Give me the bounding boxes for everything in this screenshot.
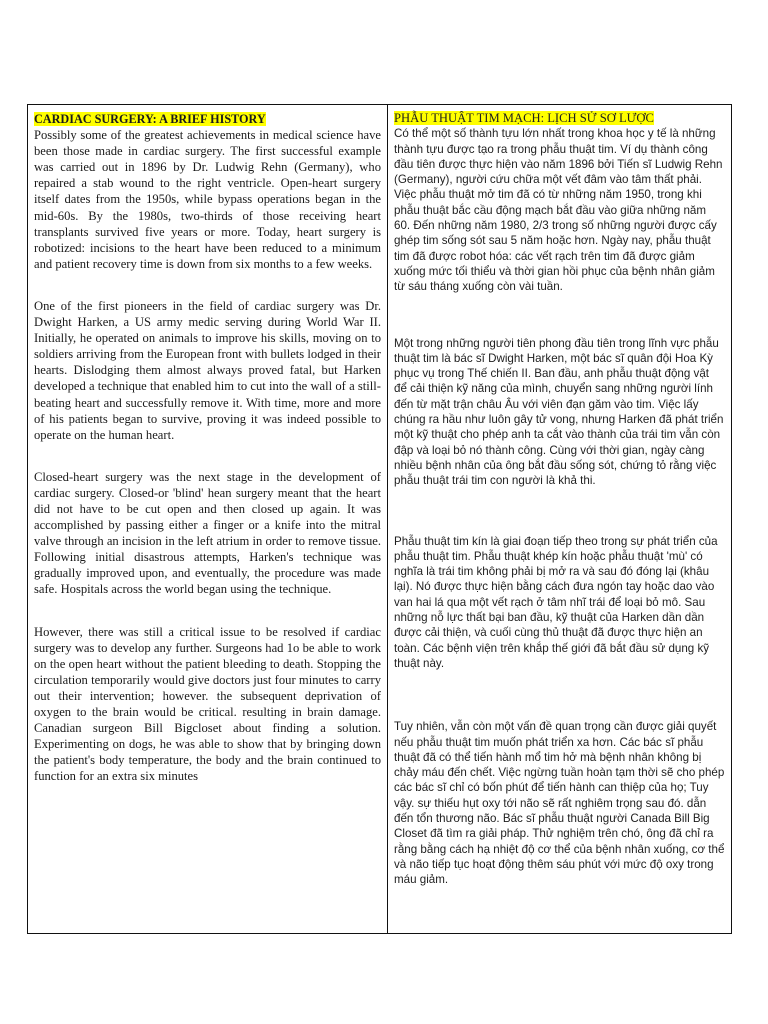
vietnamese-paragraph-3: Phẫu thuật tim kín là giai đoạn tiếp theo trong sự phát triển của phẫu thuật tim. Phẫu thuật khép kín hoặc phẫu thuật 'mù' có nghĩa là trái tim không phải bị mở ra và sau đó đóng lại (khâu lại). Nó được thực hiện bằng cách đưa ngón tay hoặc dao vào van hai lá qua một vết rạch ở tâm nhĩ trái để loại bỏ mô. Sau những nỗ lực thất bại ban đầu, kỹ thuật của Harken dần dần được cải thiện, và cuối cùng thủ thuật đã được thực hiện an toàn. Các bệnh viện trên khắp thế giới đã bắt đầu sử dụng kỹ thuật này. (394, 534, 718, 670)
english-paragraph-4: However, there was still a critical issue to be resolved if cardiac surgery was to develop any further. Surgeons had 1o be able to work on the open heart without the patient bleeding to death. Stopping the circulation temporarily would give doctors just four minutes to carry out their intervention; however. the subsequent deprivation of oxygen to the brain would be critical. resulting in brain damage. Canadian surgeon Bill Bigcloset about finding a solution. Experimenting on dogs, he was able to show that by bringing down the patient's body temperature, the body and the brain continued to function for an extra six minutes (34, 624, 381, 784)
vietnamese-paragraph-4: Tuy nhiên, vẫn còn một vấn đề quan trọng cần được giải quyết nếu phẫu thuật tim muốn phát triển xa hơn. Các bác sĩ phẫu thuật đã có thể tiến hành mổ tim hở mà bệnh nhân không bị chảy máu đến chết. Việc ngừng tuần hoàn tạm thời sẽ cho phép các bác sĩ chỉ có bốn phút để tiến hành can thiệp của họ; Tuy vậy. sự thiếu hụt oxy tới não sẽ rất nghiêm trọng sau đó. dẫn đến tổn thương não. Bác sĩ phẫu thuật người Canada Bill Big Closet đã tìm ra giải pháp. Thử nghiệm trên chó, ông đã chỉ ra rằng bằng cách hạ nhiệt độ cơ thể của bệnh nhân xuống, cơ thể và não tiếp tục hoạt động thêm sáu phút với mức độ oxy trong máu giảm. (394, 720, 725, 887)
english-paragraph-3: Closed-heart surgery was the next stage in the development of cardiac surgery. Closed-or 'blind' hean surgery meant that the heart did not have to be cut open and then closed up again. It was accomplished by passing either a finger or a knife into the mitral valve through an incision in the left atrium in order to remove tissue. Following initial disastrous attempts, Harken's technique was gradually improved upon, and eventually, the procedure was made safe. Hospitals across the world began using the technique. (34, 469, 381, 597)
english-paragraph-1: Possibly some of the greatest achievements in medical science have been those made in cardiac surgery. The first successful example was carried out in 1896 by Dr. Ludwig Rehn (Germany), who repaired a stab wound to the right ventricle. Open-heart surgery itself dates from the 1950s, while bypass operations began in the mid-60s. By the 1980s, two-thirds of those receiving heart transplants survived five years or more. Today, heart surgery is robotized: incisions to the heart have been reduced to a minimum and patient recovery time is down from six months to a few weeks. (34, 128, 381, 271)
table-row (28, 105, 732, 934)
bilingual-table (27, 104, 732, 934)
english-title: CARDIAC SURGERY: A BRIEF HISTORY (34, 112, 266, 126)
english-paragraph-2: One of the first pioneers in the field of cardiac surgery was Dr. Dwight Harken, a US army medic serving during World War II. Initially, he operated on animals to improve his skills, moving on to soldiers arriving from the European front with bullets lodged in their hearts. Dislodging them almost always proved fatal, but Harken developed a technique that enabled him to cut into the wall of a still-beating heart and successfully remove it. With time, more and more of his patients began to survive, proving it was indeed possible to operate on the human heart. (34, 298, 381, 442)
vietnamese-title: PHẪU THUẬT TIM MẠCH: LỊCH SỬ SƠ LƯỢC (394, 111, 654, 125)
vietnamese-paragraph-2: Một trong những người tiên phong đầu tiên trong lĩnh vực phẫu thuật tim là bác sĩ Dwight Harken, một bác sĩ quân đội Hoa Kỳ phục vụ trong Thế chiến II. Ban đầu, anh phẫu thuật động vật để cải thiện kỹ năng của mình, chuyển sang những người lính đến từ mặt trận châu Âu với viên đạn găm vào tim. Việc lấy chúng ra hầu như luôn gây tử vong, nhưng Harken đã phát triển một kỹ thuật cho phép anh ta cắt vào thành của trái tim vẫn còn đập và loại bỏ nó thành công. Cùng với thời gian, ngày càng nhiều bệnh nhân của ông bắt đầu sống sót, chứng tỏ rằng việc phẫu thuật trái tim con người là khả thi. (394, 336, 724, 488)
vietnamese-column (388, 105, 732, 934)
vietnamese-paragraph-1: Có thể một số thành tựu lớn nhất trong khoa học y tế là những thành tựu được tạo ra trong phẫu thuật tim. Ví dụ thành công đầu tiên được thực hiện vào năm 1896 bởi Tiến sĩ Ludwig Rehn (Germany), người cứu chữa một vết đâm vào tâm thất phải. Việc phẫu thuật mở tim đã có từ những năm 1950, trong khi phẫu thuật bắc cầu động mạch bắt đầu vào giữa những năm 60. Đến những năm 1980, 2/3 trong số những người được cấy ghép tim sống sót sau 5 năm hoặc hơn. Ngày nay, phẫu thuật tim đã được robot hóa: các vết rạch trên tim đã được giảm xuống mức tối thiểu và thời gian hồi phục của bệnh nhân giảm từ sáu tháng xuống còn vài tuần. (394, 127, 723, 294)
english-column (28, 105, 388, 934)
